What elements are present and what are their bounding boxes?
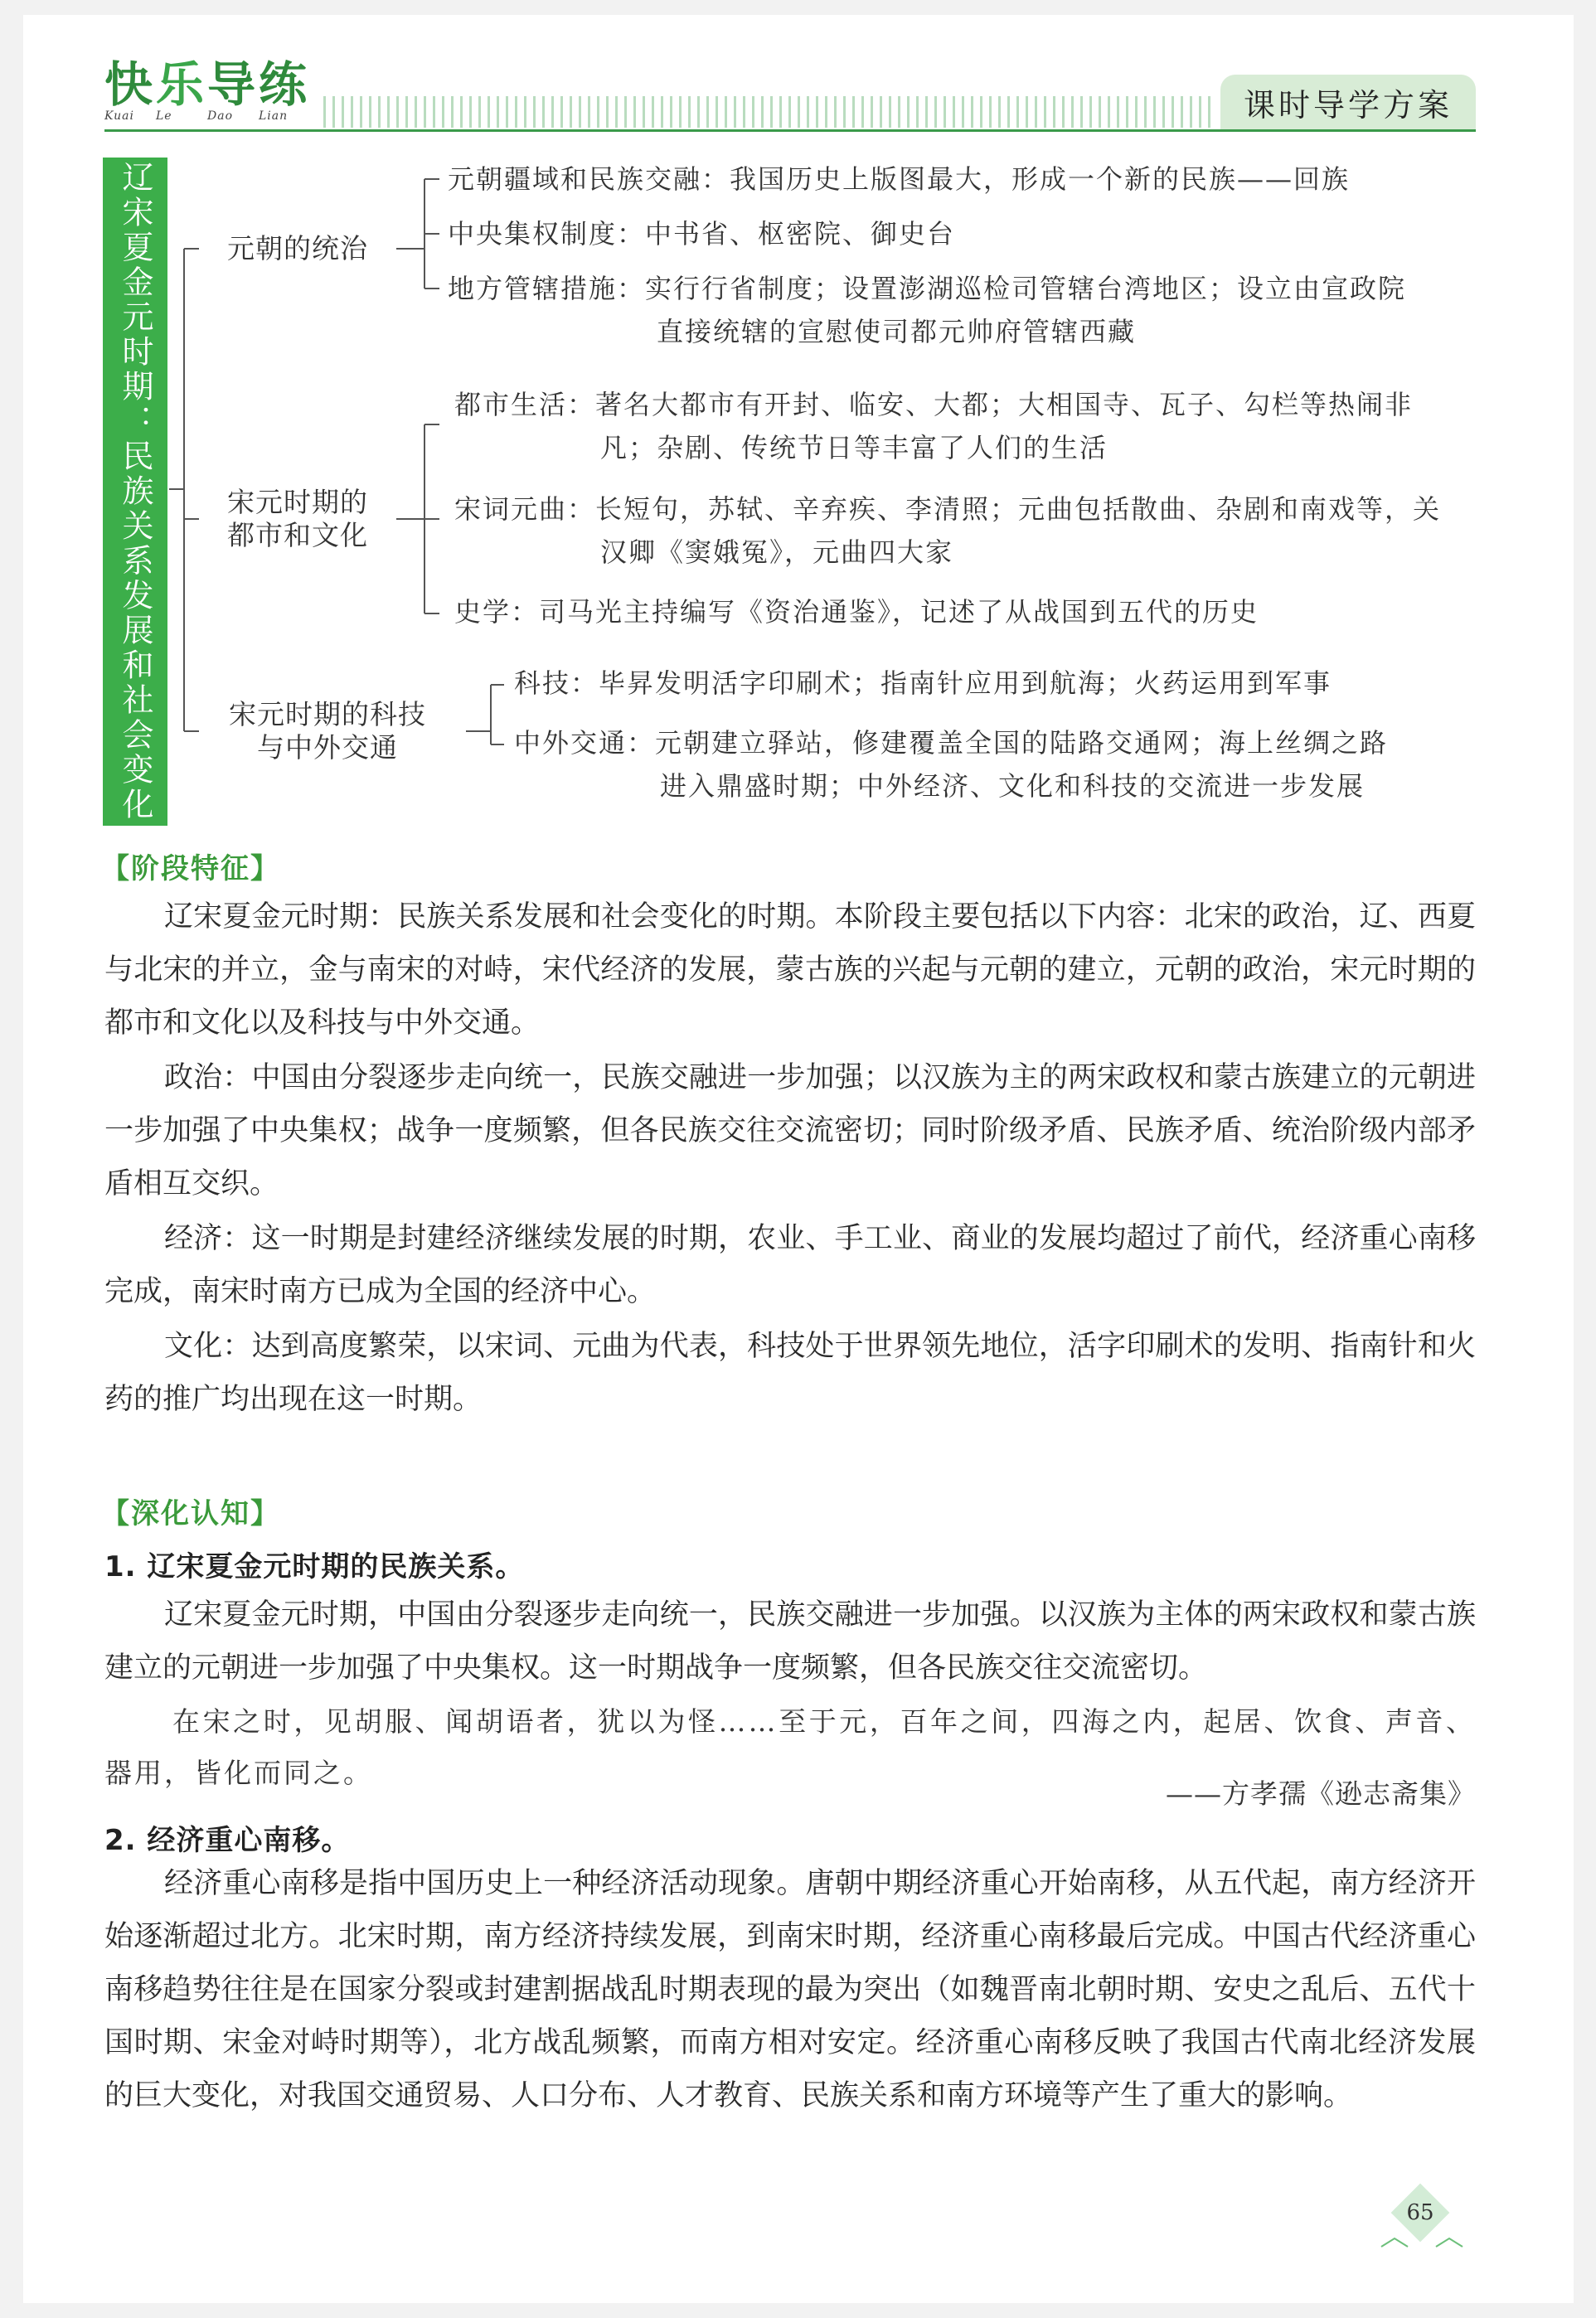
deepen-heading-economy: 2. 经济重心南移。 [104, 1824, 351, 1857]
deepen-quote: 在宋之时，见胡服、闻胡语者，犹以为怪……至于元，百年之间，四海之内，起居、饮食、声音、器用，皆化而同之。 [104, 1705, 1476, 1789]
stage-paragraph-economy: 经济：这一时期是封建经济继续发展的时期，农业、手工业、商业的发展均超过了前代，经济重心南移完成，南宋时南方已成为全国的经济中心。 [104, 1222, 1476, 1308]
list-item: 中外交通：元朝建立驿站，修建覆盖全国的陆路交通网；海上丝绸之路 [514, 727, 1389, 759]
outline-root: 辽宋夏金元时期：民族关系发展和社会变化 [103, 158, 167, 826]
list-item: 元朝疆域和民族交融：我国历史上版图最大，形成一个新的民族——回族 [448, 163, 1351, 195]
list-item: 汉卿《窦娥冤》，元曲四大家 [600, 536, 954, 568]
page-number-chevrons [1376, 2230, 1467, 2252]
brand-title: 快乐导练 [104, 56, 311, 113]
stage-paragraph-overview: 辽宋夏金元时期：民族关系发展和社会变化的时期。本阶段主要包括以下内容：北宋的政治，辽、西夏与北宋的并立，金与南宋的对峙，宋代经济的发展，蒙古族的兴起与元朝的建立，元朝的政治，宋元时期的都市和文化以及科技与中外交通。 [104, 900, 1476, 1040]
branch-yuan-rule: 元朝的统治 [227, 232, 368, 264]
quote-source: ——方孝孺《逊志斋集》 [1166, 1777, 1476, 1810]
deepen-heading-ethnic: 1. 辽宋夏金元时期的民族关系。 [104, 1550, 525, 1583]
list-item: 科技：毕昇发明活字印刷术；指南针应用到航海；火药运用到军事 [514, 667, 1332, 699]
list-item: 凡；杂剧、传统节日等丰富了人们的生活 [600, 432, 1108, 463]
list-item: 地方管辖措施：实行行省制度；设置澎湖巡检司管辖台湾地区；设立由宣政院 [448, 273, 1407, 304]
deepen-section-title: 【深化认知】 [101, 1497, 280, 1530]
stage-paragraph-culture: 文化：达到高度繁荣，以宋词、元曲为代表，科技处于世界领先地位，活字印刷术的发明、指南针和火药的推广均出现在这一时期。 [104, 1330, 1476, 1416]
list-item: 直接统辖的宣慰使司都元帅府管辖西藏 [657, 316, 1137, 347]
branch-tech-traffic: 宋元时期的科技 与中外交通 [229, 698, 426, 764]
deepen-paragraph-ethnic: 辽宋夏金元时期，中国由分裂逐步走向统一，民族交融进一步加强。以汉族为主体的两宋政权和蒙古族建立的元朝进一步加强了中央集权。这一时期战争一度频繁，但各民族交往交流密切。 [104, 1598, 1476, 1685]
stage-paragraph-politics: 政治：中国由分裂逐步走向统一，民族交融进一步加强；以汉族为主的两宋政权和蒙古族建立的元朝进一步加强了中央集权；战争一度频繁，但各民族交往交流密切；同时阶级矛盾、民族矛盾、统治阶级内部矛盾相互交织。 [104, 1061, 1476, 1200]
branch-city-culture: 宋元时期的 都市和文化 [227, 486, 368, 551]
deepen-paragraph-economy: 经济重心南移是指中国历史上一种经济活动现象。唐朝中期经济重心开始南移，从五代起，南方经济开始逐渐超过北方。北宋时期，南方经济持续发展，到南宋时期，经济重心南移最后完成。中国古代经济重心南移趋势往往是在国家分裂或封建割据战乱时期表现的最为突出（如魏晋南北朝时期、安史之乱后、五代十国时期、宋金对峙时期等），北方战乱频繁，而南方相对安定。经济重心南移反映了我国古代南北经济发展的巨大变化，对我国交通贸易、人口分布、人才教育、民族关系和南方环境等产生了重大的影响。 [104, 1867, 1476, 2112]
list-item: 史学：司马光主持编写《资治通鉴》，记述了从战国到五代的历史 [454, 596, 1259, 628]
page-number: 65 [1391, 2184, 1449, 2242]
section-tab: 课时导学方案 [1220, 75, 1476, 129]
list-item: 中央集权制度：中书省、枢密院、御史台 [448, 218, 956, 250]
stage-section-title: 【阶段特征】 [101, 852, 280, 885]
list-item: 进入鼎盛时期；中外经济、文化和科技的交流进一步发展 [660, 770, 1366, 802]
list-item: 宋词元曲：长短句，苏轼、辛弃疾、李清照；元曲包括散曲、杂剧和南戏等，关 [454, 493, 1442, 525]
brand-pinyin: Kuai Le Dao Lian [104, 109, 289, 123]
list-item: 都市生活：著名大都市有开封、临安、大都；大相国寺、瓦子、勾栏等热闹非 [454, 389, 1414, 420]
